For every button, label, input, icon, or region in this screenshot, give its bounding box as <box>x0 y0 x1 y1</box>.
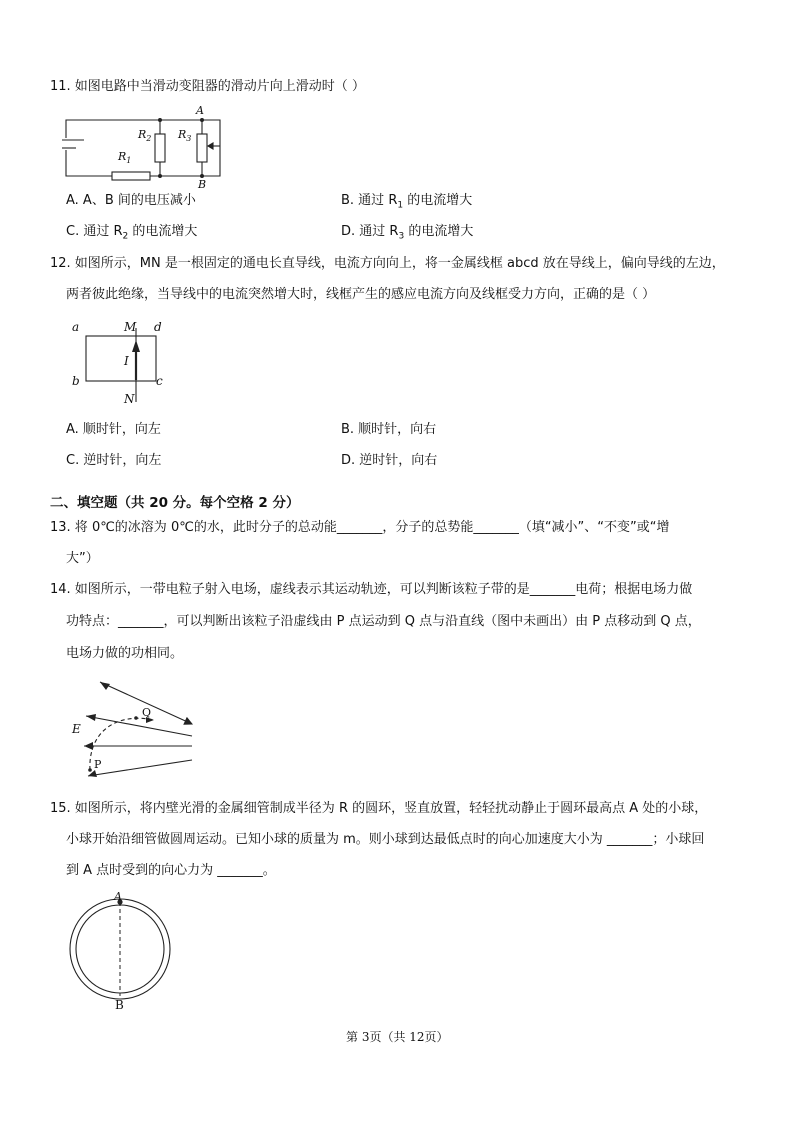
q12-label-m: M <box>124 320 137 334</box>
q15-label-a: A <box>114 890 122 903</box>
q14-stem-line2: 功特点：_______，可以判断出该粒子沿虚线由 P 点运动到 Q 点与沿直线（图中未画出）由 P 点移动到 Q 点， <box>66 614 701 629</box>
q11-option-a: A. A、B 间的电压减小 <box>66 193 196 208</box>
q14-label-p: P <box>94 758 102 771</box>
q12-label-n: N <box>124 392 135 406</box>
q15-stem-line3: 到 A 点时受到的向心力为 _______。 <box>66 863 276 878</box>
page-footer: 第 3页（共 12页） <box>346 1030 449 1044</box>
q11-option-b: B. 通过 $R_1$ 的电流增大 <box>341 193 473 211</box>
q12-label-b: b <box>72 374 80 388</box>
q12-option-a: A. 顺时针，向左 <box>66 422 161 437</box>
q11-label-r1: $R_1$ <box>118 150 132 166</box>
q11-label-r2: $R_2$ <box>138 128 152 144</box>
q15-ring-figure <box>66 892 178 1010</box>
q11-label-a: A <box>196 104 204 117</box>
q14-electric-field-figure <box>66 672 196 790</box>
q11-option-c: C. 通过 $R_2$ 的电流增大 <box>66 224 198 242</box>
q14-label-q: Q <box>142 706 152 719</box>
section-title: 二、填空题（共 20 分。每个空格 2 分） <box>50 495 300 511</box>
q12-stem-line1: 12. 如图所示，MN 是一根固定的通电长直导线，电流方向向上，将一金属线框 abcd 放在导线上，偏向导线的左边， <box>50 256 725 271</box>
q11-stem: 11. 如图电路中当滑动变阻器的滑动片向上滑动时（ ） <box>50 79 365 94</box>
q15-label-b: B <box>115 998 124 1012</box>
q13-stem-line1: 13. 将 0℃的冰溶为 0℃的水，此时分子的总动能_______，分子的总势能_______（填“减小”、“不变”或“增 <box>50 520 670 535</box>
q12-label-a: a <box>72 320 80 334</box>
q12-option-b: B. 顺时针，向右 <box>341 422 437 437</box>
q15-stem-line1: 15. 如图所示，将内壁光滑的金属细管制成半径为 R 的圆环，竖直放置，轻轻扰动静止于圆环最高点 A 处的小球， <box>50 801 708 816</box>
q12-wire-frame-figure <box>66 318 176 410</box>
q13-stem-line2: 大”） <box>66 551 99 566</box>
q11-label-b: B <box>198 178 207 191</box>
q11-circuit-figure <box>62 104 232 191</box>
q14-label-e: E <box>72 722 81 736</box>
q12-label-c: c <box>156 374 163 388</box>
q11-label-r3: $R_3$ <box>178 128 192 144</box>
q12-option-d: D. 逆时针，向右 <box>341 453 438 468</box>
q11-option-d: D. 通过 $R_3$ 的电流增大 <box>341 224 474 242</box>
q12-label-d: d <box>154 320 162 334</box>
q14-stem-line1: 14. 如图所示，一带电粒子射入电场，虚线表示其运动轨迹，可以判断该粒子带的是_______电荷；根据电场力做 <box>50 582 693 597</box>
q12-label-i: I <box>124 354 129 368</box>
q15-stem-line2: 小球开始沿细管做圆周运动。已知小球的质量为 m。则小球到达最低点时的向心加速度大小为 _______；小球回 <box>66 832 705 847</box>
q14-stem-line3: 电场力做的功相同。 <box>66 646 184 661</box>
q12-stem-line2: 两者彼此绝缘，当导线中的电流突然增大时，线框产生的感应电流方向及线框受力方向，正确的是（ ） <box>66 287 656 302</box>
q12-option-c: C. 逆时针，向左 <box>66 453 162 468</box>
